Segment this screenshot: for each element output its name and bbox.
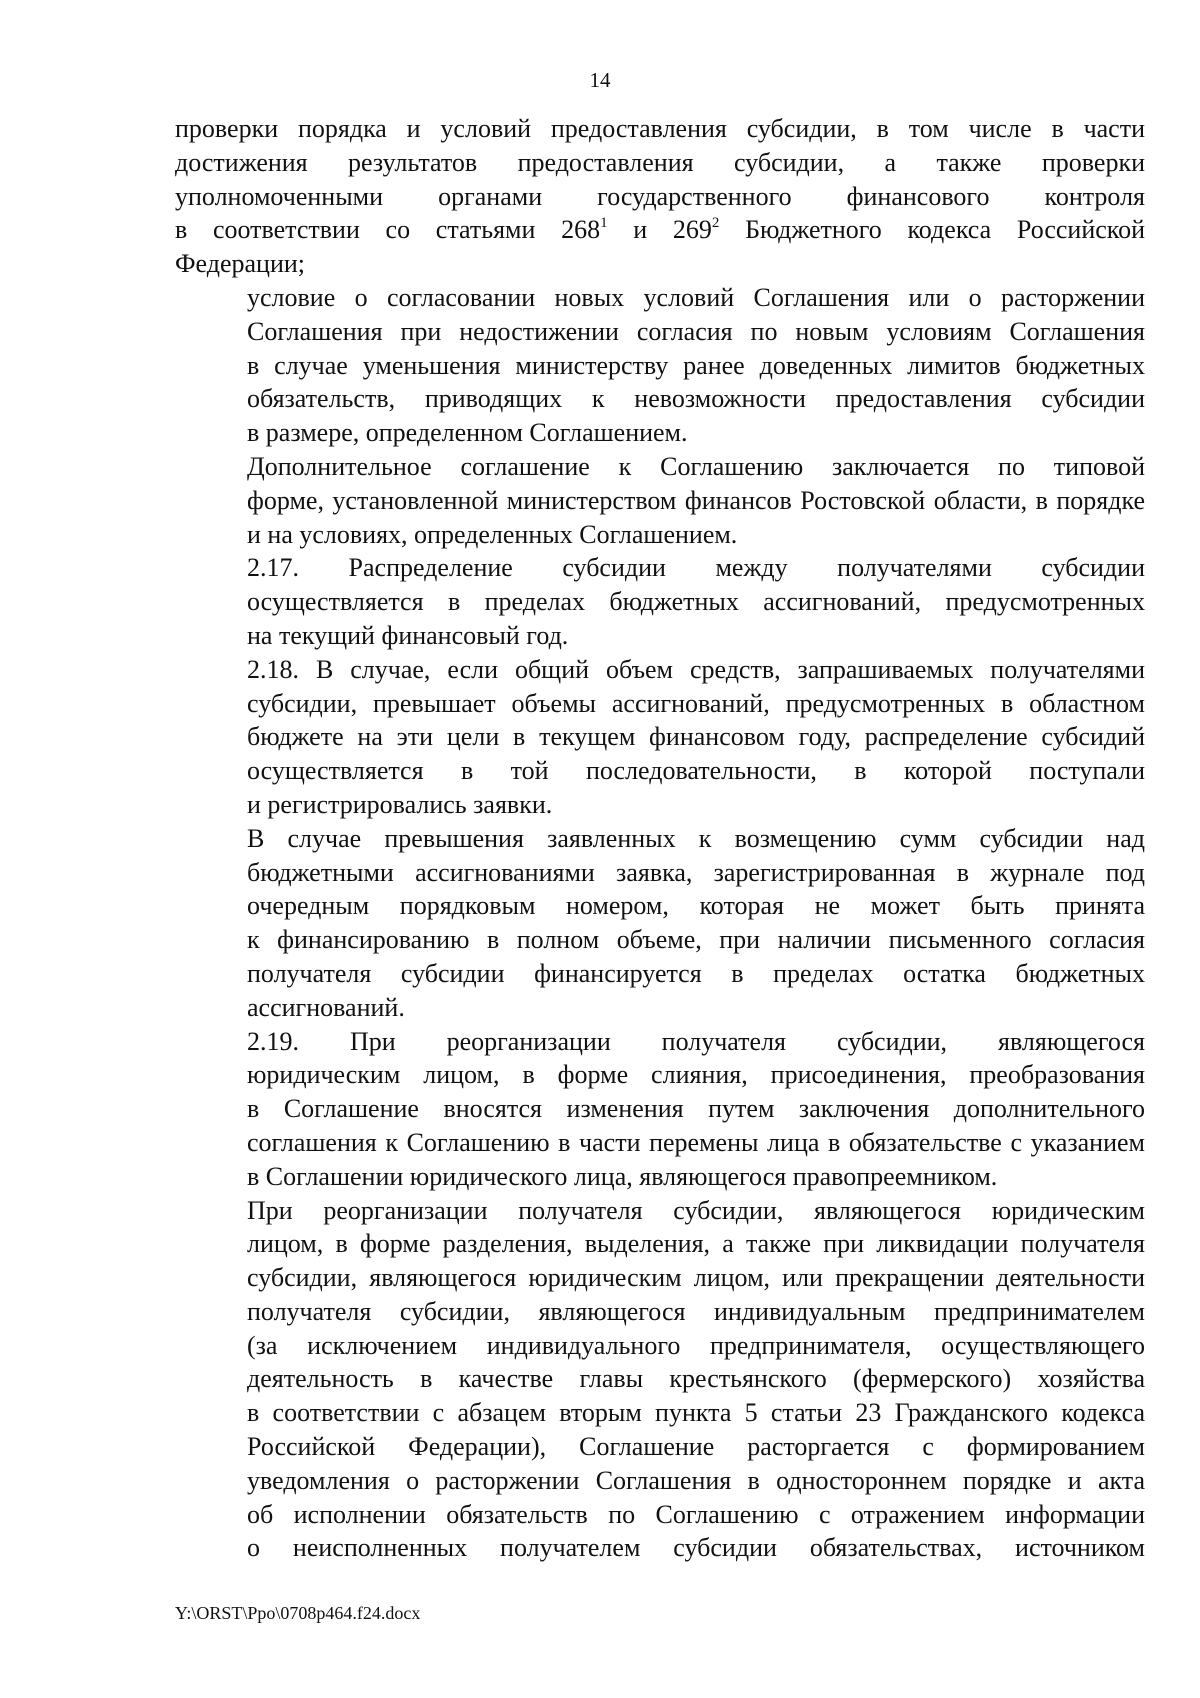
text-line: о неисполненных получателем субсидии обязательствах, источником: [247, 1533, 1145, 1563]
text-line: При реорганизации получателя субсидии, являющегося юридическим: [247, 1195, 1145, 1225]
text-line: Дополнительное соглашение к Соглашению заключается по типовой: [247, 451, 1145, 481]
superscript: 1: [600, 214, 608, 231]
text-line: ассигнований.: [247, 992, 405, 1022]
paragraph: [175, 450, 1145, 551]
paragraph: [175, 822, 1145, 1025]
superscript: 2: [711, 214, 720, 231]
paragraph: [175, 653, 1145, 822]
text-line: в Соглашении юридического лица, являющегося правопреемником.: [247, 1161, 998, 1191]
text-line: бюджетными ассигнованиями заявка, зарегистрированная в журнале под: [247, 857, 1145, 887]
text-line: проверки порядка и условий предоставления субсидии, в том числе в части: [175, 114, 1145, 143]
text-line: на текущий финансовый год.: [247, 620, 569, 650]
text-line: получателя субсидии финансируется в пределах остатка бюджетных: [247, 958, 1145, 988]
text-line: об исполнении обязательств по Соглашению с отражением информации: [247, 1499, 1145, 1529]
text-line: 2.18. В случае, если общий объем средств, запрашиваемых получателями: [247, 654, 1145, 684]
text-line: в соответствии с абзацем вторым пункта 5 статьи 23 Гражданского кодекса: [247, 1398, 1145, 1428]
text-line: и на условиях, определенных Соглашением.: [247, 519, 738, 549]
text-line: В случае превышения заявленных к возмещению сумм субсидии над: [247, 823, 1145, 853]
text-line: соглашения к Соглашению в части перемены лица в обязательстве с указанием: [247, 1127, 1145, 1157]
text-line: деятельность в качестве главы крестьянского (фермерского) хозяйства: [247, 1364, 1145, 1394]
text-line: Федерации;: [175, 249, 306, 279]
text-line: Российской Федерации), Соглашение расторгается с формированием: [247, 1432, 1145, 1462]
paragraph: [175, 551, 1145, 652]
text-line: обязательств, приводящих к невозможности предоставления субсидии: [247, 384, 1145, 414]
text-line: Соглашения при недостижении согласия по новым условиям Соглашения: [247, 316, 1145, 346]
paragraph: [175, 281, 1145, 450]
text-fragment: Бюджетного кодекса Российской: [719, 215, 1145, 245]
text-line: осуществляется в той последовательности, в которой поступали: [247, 756, 1145, 786]
text-fragment: в соответствии со статьями 268: [175, 215, 601, 245]
text-line: бюджете на эти цели в текущем финансовом году, распределение субсидий: [247, 722, 1145, 752]
text-line: субсидии, превышает объемы ассигнований, предусмотренных в областном: [247, 688, 1145, 718]
text-line: уполномоченными органами государственного финансового контроля: [175, 181, 1145, 211]
text-line: форме, установленной министерством финансов Ростовской области, в порядке: [247, 485, 1145, 515]
text-line: юридическим лицом, в форме слияния, присоединения, преобразования: [247, 1060, 1145, 1090]
text-line: в размере, определенном Соглашением.: [247, 418, 688, 448]
paragraph: [175, 1194, 1145, 1566]
paragraph: [175, 112, 1145, 281]
page-number: 14: [589, 68, 611, 92]
text-line: условие о согласовании новых условий Соглашения или о расторжении: [247, 282, 1145, 312]
text-fragment: и 269: [607, 215, 712, 245]
text-line: достижения результатов предоставления субсидии, а также проверки: [175, 147, 1145, 177]
text-line: 2.19. При реорганизации получателя субсидии, являющегося: [247, 1026, 1145, 1056]
text-line: получателя субсидии, являющегося индивидуальным предпринимателем: [247, 1296, 1145, 1326]
paragraph: [175, 1025, 1145, 1194]
text-line-with-superscripts: [175, 213, 1145, 247]
footer-file-path: Y:\ORST\Ppo\0708p464.f24.docx: [175, 1603, 421, 1623]
text-line: лицом, в форме разделения, выделения, а также при ликвидации получателя: [247, 1229, 1145, 1259]
text-line: очередным порядковым номером, которая не может быть принята: [247, 891, 1145, 921]
text-line: в случае уменьшения министерству ранее доведенных лимитов бюджетных: [247, 350, 1145, 380]
text-line: к финансированию в полном объеме, при наличии письменного согласия: [247, 925, 1145, 955]
text-line: уведомления о расторжении Соглашения в одностороннем порядке и акта: [247, 1465, 1145, 1495]
text-line: (за исключением индивидуального предпринимателя, осуществляющего: [247, 1330, 1145, 1360]
text-line: и регистрировались заявки.: [247, 789, 553, 819]
text-line: 2.17. Распределение субсидии между получателями субсидии: [247, 553, 1145, 583]
text-line: в Соглашение вносятся изменения путем заключения дополнительного: [247, 1094, 1145, 1124]
document-body: [175, 112, 1145, 1565]
text-line: осуществляется в пределах бюджетных ассигнований, предусмотренных: [247, 587, 1145, 617]
text-line: субсидии, являющегося юридическим лицом, или прекращении деятельности: [247, 1263, 1145, 1293]
